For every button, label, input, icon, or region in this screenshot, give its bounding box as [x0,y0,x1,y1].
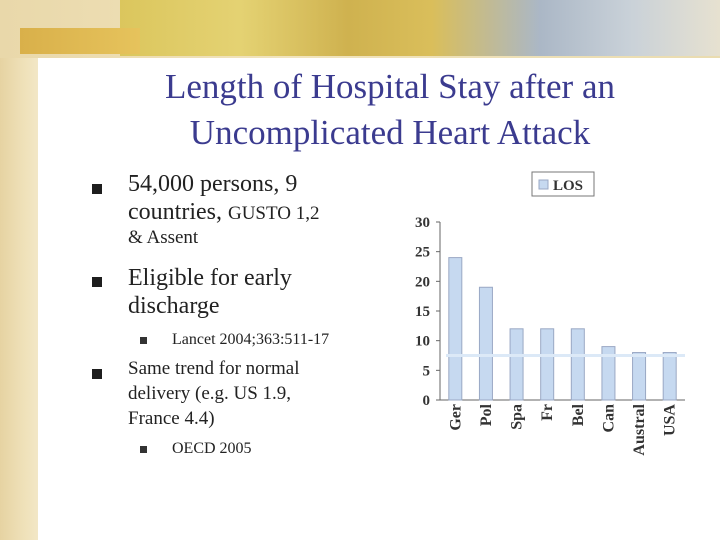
y-tick-label: 0 [422,393,430,409]
bullet-1-line1: 54,000 persons, 9 [128,171,298,197]
bullet-1-line2a: countries, [128,199,228,225]
bullet-3-line3: France 4.4) [128,408,215,429]
slide-title-line2: Uncomplicated Heart Attack [189,113,591,152]
bullet-1-line3: & Assent [128,227,199,248]
x-label-usa: USA [661,404,679,437]
chart-axes [440,222,685,400]
chart-legend [532,172,594,196]
bar-pol [479,287,492,400]
bar-spa [510,329,523,400]
chart-x-labels [447,403,678,455]
x-label-bel: Bel [569,404,587,427]
bullet-2-line2: discharge [128,293,220,319]
x-label-spa: Spa [508,404,526,430]
y-tick-label: 5 [422,363,430,380]
y-tick-label: 20 [415,274,430,291]
bar-ger [449,258,462,400]
x-label-can: Can [600,404,618,433]
y-tick-label: 30 [415,215,430,231]
chart-y-ticks [415,215,440,409]
bullet-1-line2b: GUSTO 1,2 [227,203,320,224]
x-label-austral: Austral [631,404,649,456]
legend-swatch [539,180,548,189]
y-tick-label: 10 [415,333,430,350]
legend-label: LOS [553,178,584,194]
bar-austral [633,353,646,400]
bullet-3-sub: OECD 2005 [172,440,252,457]
x-label-pol: Pol [477,404,495,427]
y-tick-label: 25 [415,244,430,261]
bullet-2-sub: Lancet 2004;363:511-17 [172,331,330,348]
y-tick-label: 15 [415,304,430,320]
bullet-2-line1: Eligible for early [128,265,292,291]
x-label-fr: Fr [539,404,557,421]
bullet-3-line2: delivery (e.g. US 1.9, [128,383,292,404]
bar-usa [663,353,676,400]
bar-fr [541,329,554,400]
slide-title-line1: Length of Hospital Stay after an [164,67,615,106]
bar-bel [571,329,584,400]
x-label-ger: Ger [447,404,465,431]
bullet-3-line1: Same trend for normal [128,358,300,379]
chart-bars [446,258,685,400]
